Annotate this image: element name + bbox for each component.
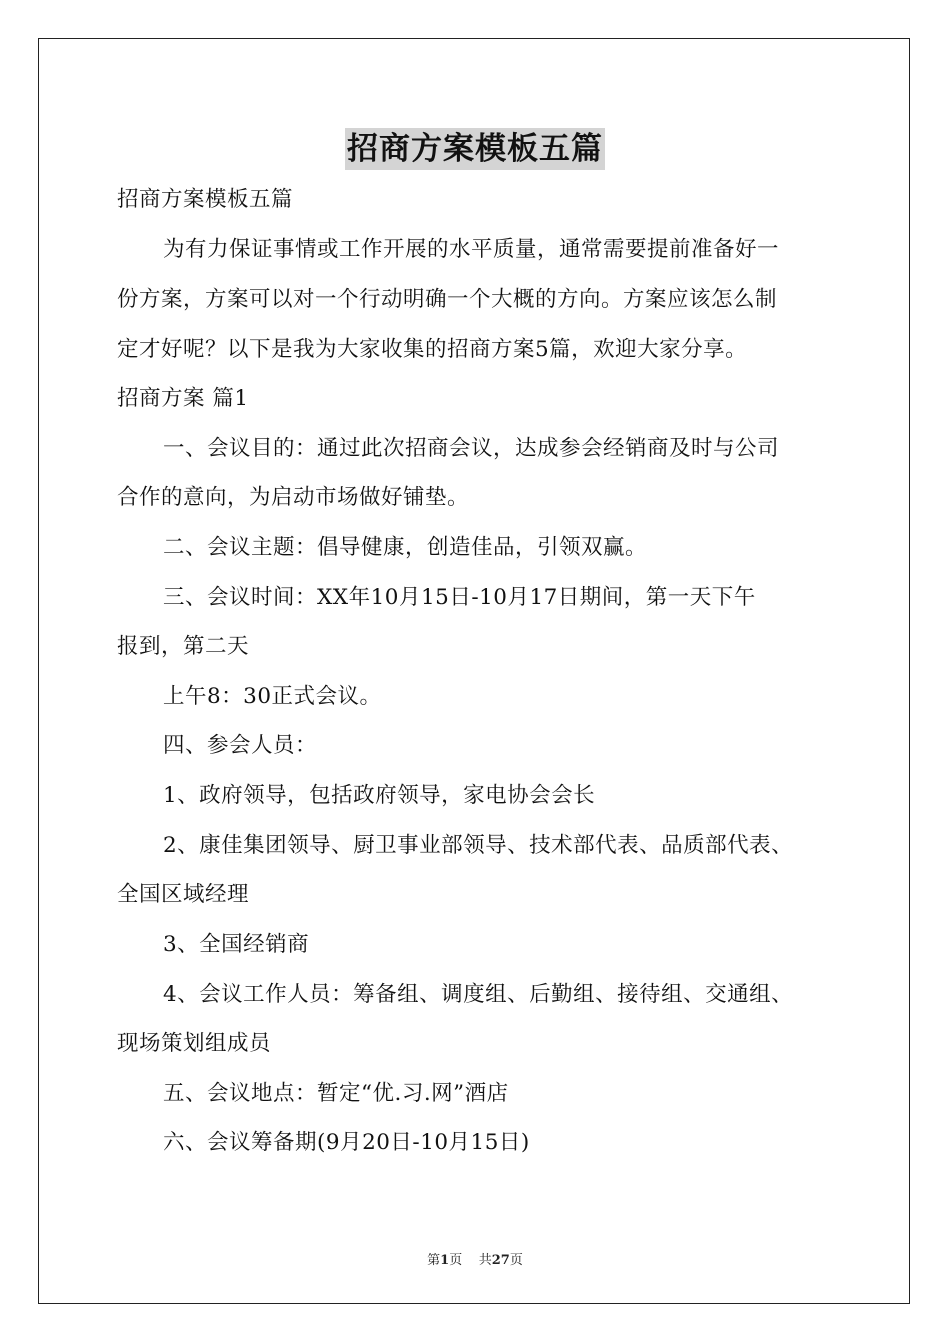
doc-line-venue: 五、会议地点：暂定“优.习.网”酒店: [163, 1081, 509, 1106]
page-border: [38, 38, 910, 1304]
footer-prefix: 第: [427, 1253, 441, 1268]
doc-line-subtitle: 招商方案模板五篇: [117, 187, 294, 212]
doc-line-attendee-3: 3、全国经销商: [163, 932, 310, 957]
doc-line-attendee-2a: 2、康佳集团领导、厨卫事业部领导、技术部代表、品质部代表、: [163, 833, 794, 858]
footer-page-number: 1: [440, 1253, 450, 1268]
footer-total-pages: 27: [491, 1253, 510, 1268]
doc-line-section-heading: 招商方案 篇1: [117, 386, 249, 411]
doc-line-intro-1: 为有力保证事情或工作开展的水平质量，通常需要提前准备好一: [163, 237, 780, 262]
doc-line-attendees: 四、参会人员：: [163, 733, 318, 758]
doc-line-purpose-2: 合作的意向，为启动市场做好铺垫。: [117, 485, 470, 510]
doc-line-time-2: 报到，第二天: [117, 634, 250, 659]
doc-line-preparation: 六、会议筹备期(9月20日-10月15日): [163, 1130, 530, 1155]
doc-line-intro-3: 定才好呢？以下是我为大家收集的招商方案5篇，欢迎大家分享。: [117, 337, 748, 362]
doc-line-theme: 二、会议主题：倡导健康，创造佳品，引领双赢。: [163, 535, 648, 560]
doc-line-time-1: 三、会议时间：XX年10月15日-10月17日期间，第一天下午: [163, 585, 756, 610]
doc-line-purpose-1: 一、会议目的：通过此次招商会议，达成参会经销商及时与公司: [163, 436, 780, 461]
doc-line-intro-2: 份方案，方案可以对一个行动明确一个大概的方向。方案应该怎么制: [117, 287, 778, 312]
document-title: 招商方案模板五篇: [345, 128, 605, 170]
footer-total-prefix: 共: [478, 1253, 492, 1268]
doc-line-attendee-1: 1、政府领导，包括政府领导，家电协会会长: [163, 783, 596, 808]
doc-line-attendee-4b: 现场策划组成员: [117, 1031, 272, 1056]
title-container: [0, 128, 950, 170]
doc-line-time-3: 上午8：30正式会议。: [163, 684, 382, 709]
footer-total-suffix: 页: [509, 1253, 523, 1268]
doc-line-attendee-4a: 4、会议工作人员：筹备组、调度组、后勤组、接待组、交通组、: [163, 982, 794, 1007]
doc-line-attendee-2b: 全国区域经理: [117, 882, 250, 907]
page-footer: [0, 1249, 950, 1268]
footer-page-suffix: 页: [449, 1253, 463, 1268]
